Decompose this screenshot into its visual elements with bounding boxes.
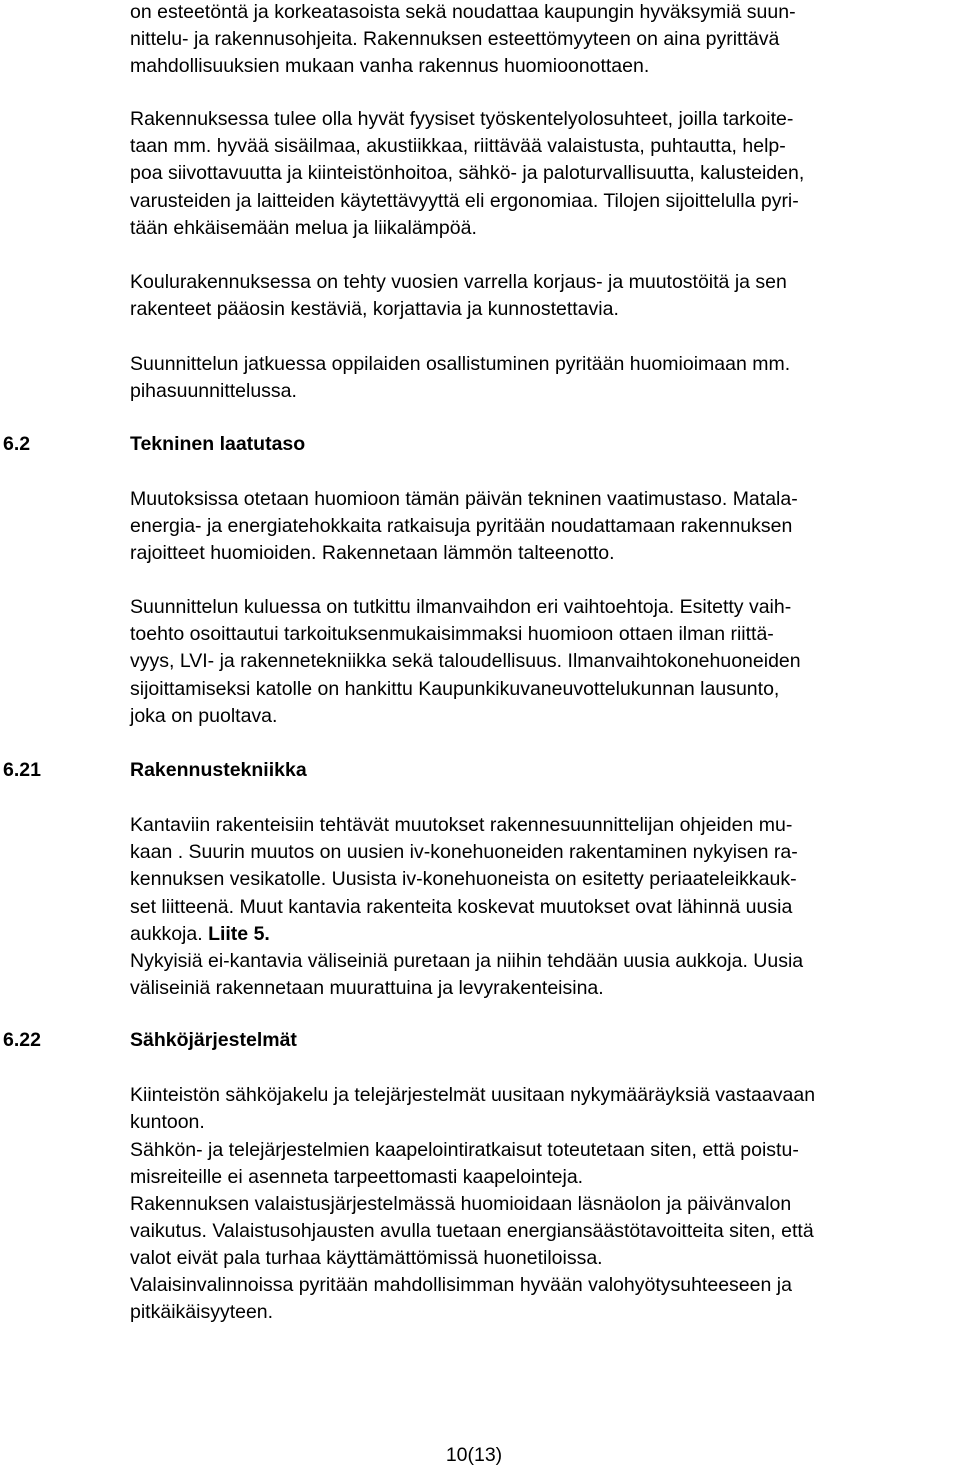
- text-line: pihasuunnittelussa.: [130, 380, 297, 403]
- repairs-paragraph: [130, 269, 942, 323]
- text-line: väliseiniä rakennetaan muurattuina ja levyrakenteisina.: [130, 977, 604, 1000]
- text-line: poa siivottavuutta ja kiinteistönhoitoa, sähkö- ja paloturvallisuutta, kalusteiden,: [130, 162, 805, 185]
- text-line: misreiteille ei asenneta tarpeettomasti kaapelointeja.: [130, 1166, 584, 1189]
- text-line: energia- ja energiatehokkaita ratkaisuja pyritään noudattamaan rakennuksen: [130, 515, 793, 538]
- section-heading-6-21: [3, 757, 307, 784]
- section-number: 6.22: [3, 1029, 41, 1051]
- technical-level-paragraph-2: [130, 594, 942, 730]
- text-line: Rakennuksen valaistusjärjestelmässä huomioidaan läsnäolon ja päivänvalon: [130, 1193, 792, 1215]
- text-line: Kiinteistön sähköjakelu ja telejärjestelmät uusitaan nykymääräyksiä vastaavaan: [130, 1084, 816, 1106]
- electrical-paragraph-1: [130, 1082, 942, 1136]
- text-line: set liitteenä. Muut kantavia rakenteita koskevat muutokset ovat lähinnä uusia: [130, 895, 793, 918]
- page-number: 10(13): [445, 1444, 503, 1466]
- text-line: kaan . Suurin muutos on uusien iv-konehuoneiden rakentaminen nykyisen ra-: [130, 841, 798, 864]
- electrical-paragraph-2: [130, 1137, 942, 1191]
- technical-level-paragraph-1: [130, 486, 942, 568]
- text-line: tään ehkäisemään melua ja liikalämpöä.: [130, 216, 477, 239]
- structural-paragraph-2: [130, 948, 942, 1002]
- text-line: Sähkön- ja telejärjestelmien kaapelointiratkaisut toteutetaan siten, että poistu-: [130, 1139, 799, 1161]
- text-line: taan mm. hyvää sisäilmaa, akustiikkaa, riittävää valaistusta, puhtautta, help-: [130, 135, 786, 158]
- text-line: Rakennuksessa tulee olla hyvät fyysiset työskentelyolosuhteet, joilla tarkoite-: [130, 108, 794, 130]
- text-line: valot eivät pala turhaa käyttämättömissä huonetiloissa.: [130, 1247, 603, 1270]
- text-line: on esteetöntä ja korkeatasoista sekä noudattaa kaupungin hyväksymiä suun-: [130, 1, 796, 23]
- text-line: Suunnittelun jatkuessa oppilaiden osallistuminen pyritään huomioimaan mm.: [130, 353, 791, 375]
- text-line: pitkäikäisyyteen.: [130, 1301, 274, 1324]
- section-title: Rakennustekniikka: [130, 759, 307, 781]
- section-heading-6-2: [3, 431, 305, 458]
- conditions-paragraph: [130, 106, 942, 242]
- text-line: kuntoon.: [130, 1111, 205, 1134]
- section-number: 6.21: [3, 759, 41, 781]
- section-heading-6-22: [3, 1027, 297, 1054]
- section-number: 6.2: [3, 433, 31, 455]
- text-line: sijoittamiseksi katolle on hankittu Kaupunkikuvaneuvottelukunnan lausunto,: [130, 677, 780, 700]
- section-title: Tekninen laatutaso: [130, 433, 306, 455]
- text-line: [130, 921, 942, 948]
- text-line: kennuksen vesikatolle. Uusista iv-konehuoneista on esitetty periaateleikkauk-: [130, 868, 797, 891]
- intro-paragraph: [130, 0, 942, 81]
- text-line: Suunnittelun kuluessa on tutkittu ilmanvaihdon eri vaihtoehtoja. Esitetty vaih-: [130, 596, 792, 618]
- text-line: mahdollisuuksien mukaan vanha rakennus huomioonottaen.: [130, 55, 650, 78]
- text-line: varusteiden ja laitteiden käytettävyyttä eli ergonomiaa. Tilojen sijoittelulla pyri-: [130, 189, 799, 212]
- electrical-paragraph-3: [130, 1191, 942, 1273]
- text-fragment: aukkoja.: [130, 922, 209, 945]
- electrical-paragraph-4: [130, 1272, 942, 1326]
- text-line: vaikutus. Valaistusohjausten avulla tuetaan energiansäästötavoitteita siten, että: [130, 1220, 814, 1243]
- text-line: Nykyisiä ei-kantavia väliseiniä puretaan ja niihin tehdään uusia aukkoja. Uusia: [130, 950, 804, 972]
- text-line: rajoitteet huomioiden. Rakennetaan lämmön talteenotto.: [130, 542, 615, 565]
- text-line: Muutoksissa otetaan huomioon tämän päivän tekninen vaatimustaso. Matala-: [130, 488, 798, 510]
- text-line: Koulurakennuksessa on tehty vuosien varrella korjaus- ja muutostöitä ja sen: [130, 271, 787, 293]
- text-line: rakenteet pääosin kestäviä, korjattavia ja kunnostettavia.: [130, 298, 619, 321]
- text-line: nittelu- ja rakennusohjeita. Rakennuksen esteettömyyteen on aina pyrittävä: [130, 28, 780, 51]
- section-title: Sähköjärjestelmät: [130, 1029, 297, 1051]
- attachment-reference: Liite 5.: [208, 922, 270, 945]
- structural-paragraph-1: [130, 812, 942, 948]
- text-line: toehto osoittautui tarkoituksenmukaisimmaksi huomioon ottaen ilman riittä-: [130, 623, 774, 646]
- text-line: Valaisinvalinnoissa pyritään mahdollisimman hyvään valohyötysuhteeseen ja: [130, 1274, 792, 1296]
- page-footer: [0, 1442, 960, 1469]
- text-line: Kantaviin rakenteisiin tehtävät muutokset rakennesuunnittelijan ohjeiden mu-: [130, 814, 793, 836]
- students-paragraph: [130, 351, 942, 405]
- text-line: joka on puoltava.: [130, 704, 278, 727]
- text-line: vyys, LVI- ja rakennetekniikka sekä taloudellisuus. Ilmanvaihtokonehuoneiden: [130, 650, 801, 673]
